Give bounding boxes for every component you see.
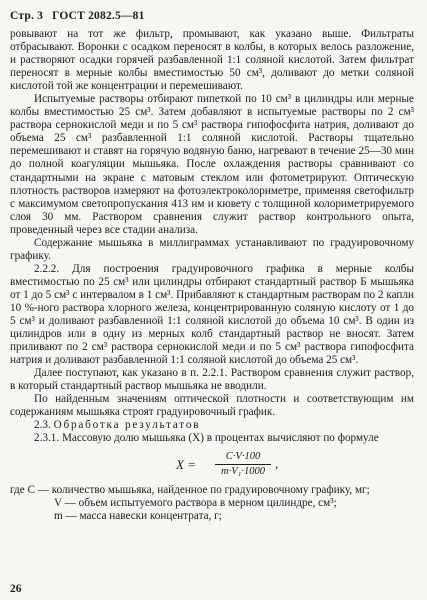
section-number: 2.3. <box>34 419 51 432</box>
definitions <box>10 484 414 523</box>
page-label: Стр. 3 <box>10 10 44 22</box>
section-heading <box>10 419 414 432</box>
formula-denominator: m·V₁·1000 <box>221 465 265 477</box>
paragraph: ровывают на тот же фильтр, промывают, как указано выше. Фильтраты отбрасывают. Воронки с осадком переносят в колбы, в которых велось разложение, и растворяют осадки горячей разбавленной 1:1 соляной кислотой. Затем фильтрат переносят в мерные колбы вместимостью 50 см³, доливают до метки соляной кислотой той же концентрации и перемешивают. <box>10 28 414 93</box>
paragraph: Далее поступают, как указано в п. 2.2.1. Раствором сравнения служит раствор, в который стандартный раствор мышьяка не вводили. <box>10 367 414 393</box>
paragraph: Содержание мышьяка в миллиграммах устанавливают по градуировочному графику. <box>10 236 414 262</box>
body-text <box>10 28 414 523</box>
formula-numerator: C·V·100 <box>215 450 271 465</box>
definition-item: m — масса навески концентрата, г; <box>54 509 222 522</box>
paragraph: 2.2.2. Для построения градуировочного графика в мерные колбы вместимостью по 25 см³ или цилиндры отбирают стандартный раствор Б мышьяка от 1 до 5 см³ с интервалом в 1 см³. Прибавляют к стандартным растворам по 2 капли 10 %-ного раствора хлорного железа, концентрированную соляную кислоту от 1 до 5 см³ и доливают разбавленной 1:1 соляной кислотой до объема 10 см³. В один из цилиндров или в одну из мерных колб стандартный раствор не вносят. Затем приливают по 2 см³ раствора сернокислой меди и по 5 см³ раствора гипофосфита натрия и доливают разбавленной 1:1 соляной кислотой до объема 25 см³. <box>10 262 414 367</box>
formula-lhs: X = <box>176 456 196 472</box>
paragraph: По найденным значениям оптической плотности и соответствующим им содержаниям мышьяка строят градуировочный график. <box>10 393 414 419</box>
formula-tail: , <box>275 455 279 471</box>
definition-item: где C — количество мышьяка, найденное по градуировочному графику, мг; <box>10 483 370 496</box>
section-title: Обработка результатов <box>53 419 201 432</box>
standard-code: ГОСТ 2082.5—81 <box>52 10 145 22</box>
page-header <box>10 10 151 22</box>
formula <box>10 450 414 480</box>
page-number: 26 <box>10 583 22 595</box>
paragraph: Испытуемые растворы отбирают пипеткой по 10 см³ в цилиндры или мерные колбы вместимостью 25 см³. Затем добавляют в испытуемые растворы по 2 см³ раствора сернокислой меди и по 5 см³ раствора гипофосфита натрия, доливают до объема 25 см³ разбавленной 1:1 соляной кислотой. Растворы тщательно перемешивают и ставят на горячую водяную баню, нагревают в течение 25—30 мин до полной коагуляции мышьяка. После охлаждения растворы сравнивают со стандартными на экране с матовым стеклом или фотометрируют. Оптическую плотность растворов измеряют на фотоэлектроколориметре, применяя светофильтр с максимумом светопропускания 413 нм и кювету с толщиной колориметрируемого слоя 30 мм. Раствором сравнения служит раствор контрольного опыта, проведенный через все стадии анализа. <box>10 93 414 236</box>
formula-fraction <box>215 450 271 478</box>
definition-item: V — объем испытуемого раствора в мерном цилиндре, см³; <box>54 496 337 509</box>
paragraph: 2.3.1. Массовую долю мышьяка (X) в процентах вычисляют по формуле <box>34 432 379 445</box>
